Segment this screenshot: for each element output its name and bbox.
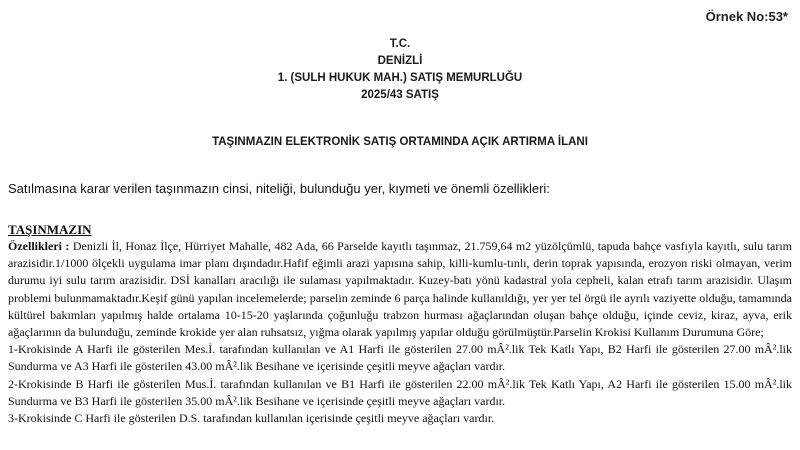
features-label: Özellikleri : [8,239,70,253]
features-paragraph [8,238,792,341]
features-text: Denizli İl, Honaz İlçe, Hürriyet Mahalle, 482 Ada, 66 Parselde kayıtlı taşınmaz, 21.759,64 m2 yüzölçümlü, tapuda bahçe vasfıyla kayıtlı, sulu tarım arazisidir.1/1000 ölçekli uygulama imar planı dışındadır.Hafif eğimli arazi yapısına sahip, killi-kumlu-tınlı, derin toprak yapısında, erozyon riski olmayan, verim durumu iyi sulu tarım arazisidir. DSİ kanalları aracılığı ile sulaması yapılmaktadır. Kuzey-batı yönü kadastral yola cepheli, kalan etrafı tarım arazisidir. Ulaşım problemi bulunmamaktadır.Keşif günü yapılan incelemelerde; parselin zeminde 6 parça halinde kullanıldığı, yer yer tel örgü ile ayrılı vaziyette olduğu, tamamında kültürel bakımları yapılmış halde ortalama 10-15-20 yaşlarında çoğunluğu trabzon hurması ağaçlarından oluşan bahçe olduğu, içinde ceviz, kiraz, ayva, erik ağaçlarının da bulunduğu, zeminde krokide yer alan ruhsatsız, yığma olarak yapılmış yapılar olduğu görülmüştür.Parselin Krokisi Kullanım Durumuna Göre; [8,239,792,340]
header-file-number: 2025/43 SATIŞ [361,89,439,101]
example-number: Örnek No:53* [705,9,788,24]
header-office: 1. (SULH HUKUK MAH.) SATIŞ MEMURLUĞU [277,72,523,84]
property-description [8,238,792,427]
list-item: 3-Krokisinde C Harfi ile gösterilen D.S. tarafından kullanılan içerisinde çeşitli meyve ağaçları vardır. [8,411,495,426]
document-header [0,36,800,104]
header-republic: T.C. [389,38,411,50]
property-heading: TAŞINMAZIN [8,222,92,237]
notice-title: TAŞINMAZIN ELEKTRONİK SATIŞ ORTAMINDA AÇIK ARTIRMA İLANI [212,136,588,148]
header-city: DENİZLİ [377,55,423,67]
list-item: 1-Krokisinde A Harfi ile gösterilen Mes.İ. tarafından kullanılan ve A1 Harfi ile gösterilen 27.00 mÂ².lik Tek Katlı Yapı, B2 Harfi ile gösterilen 27.00 mÂ².lik Sundurma ve A3 Harfi ile gösterilen 43.00 mÂ².lik Besihane ve içerisinde çeşitli meyve ağaçları vardır. [8,342,792,374]
intro-text: Satılmasına karar verilen taşınmazın cinsi, niteliği, bulunduğu yer, kıymeti ve önemli özellikleri: [8,181,550,196]
list-item: 2-Krokisinde B Harfi ile gösterilen Mus.İ. tarafından kullanılan ve B1 Harfi ile gösterilen 22.00 mÂ².lik Tek Katlı Yapı, A2 Harfi ile gösterilen 15.00 mÂ².lik Sundurma ve B3 Harfi ile gösterilen 35.00 mÂ².lik Besihane ve içerisinde çeşitli meyve ağaçları vardır. [8,376,792,408]
